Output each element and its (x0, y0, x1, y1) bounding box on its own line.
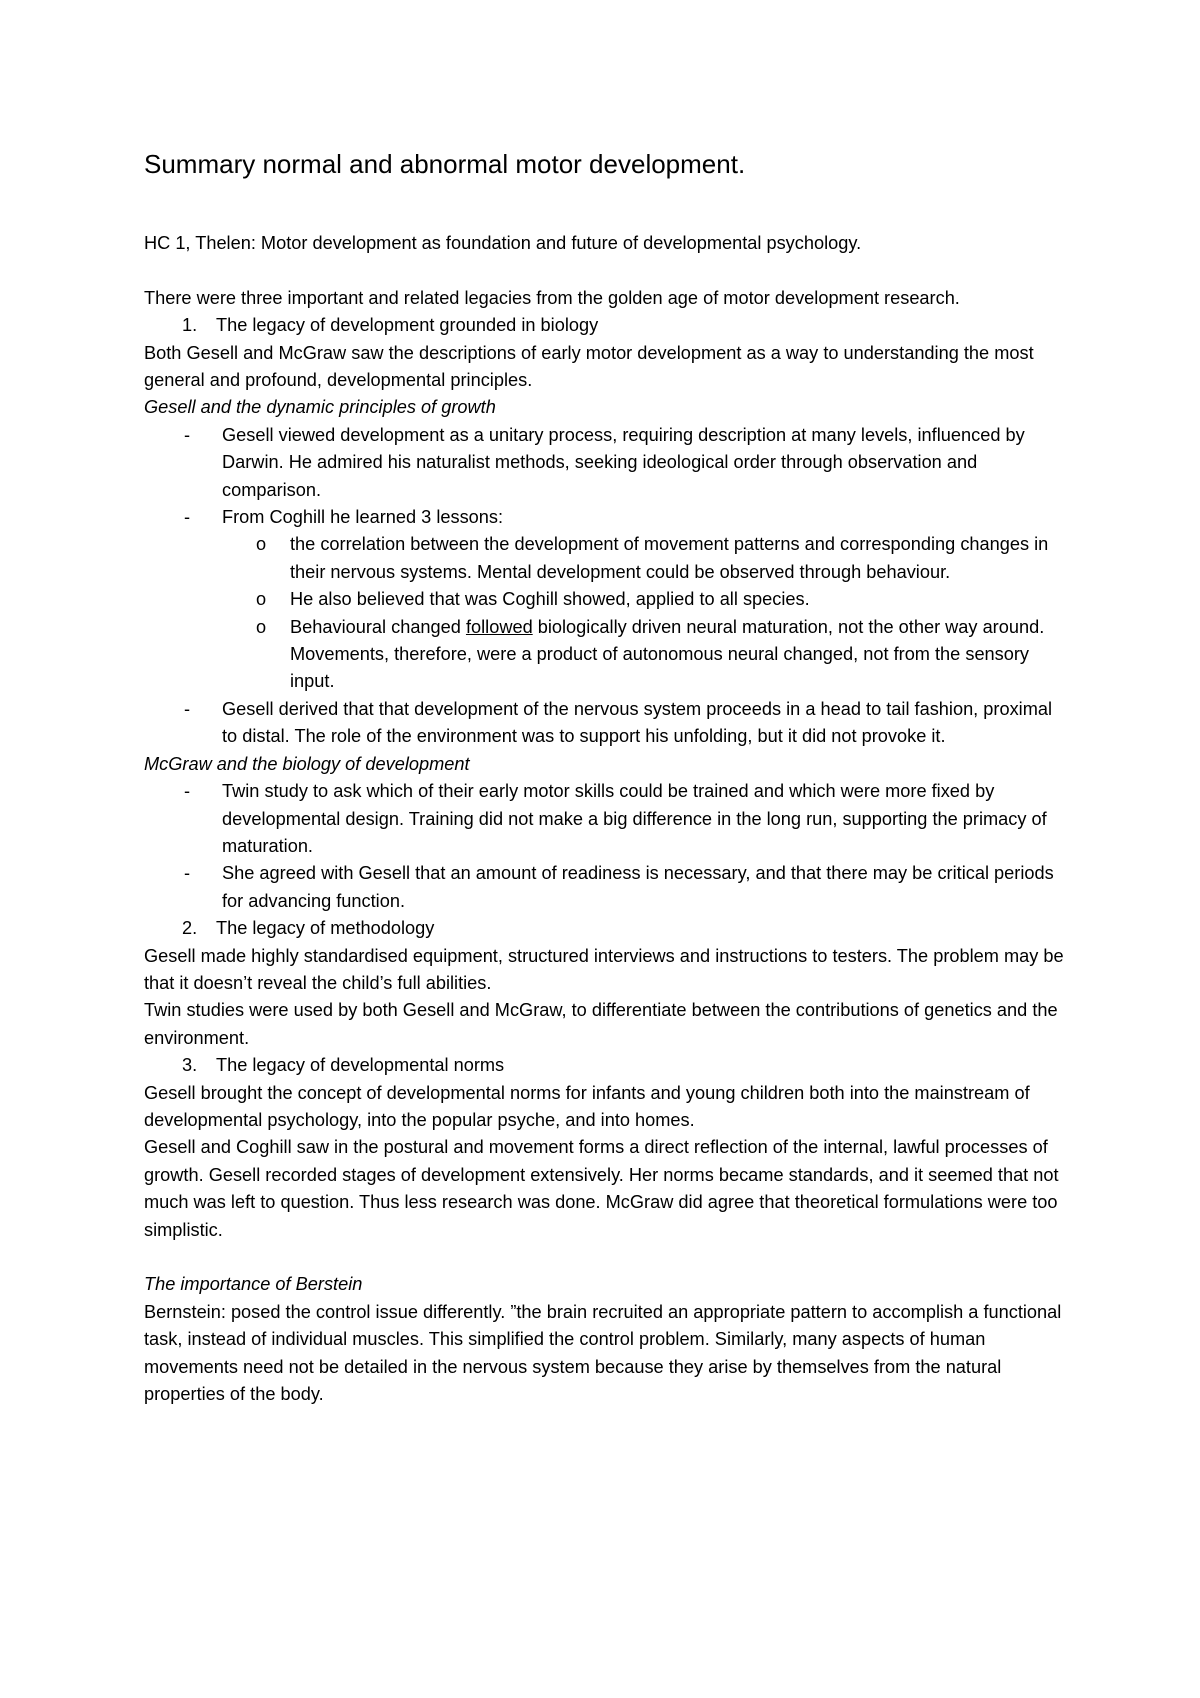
sub-bullet-item (144, 586, 1064, 613)
blank-line (144, 257, 1064, 284)
section-subheading: McGraw and the biology of development (144, 753, 470, 774)
document-title: Summary normal and abnormal motor development. (144, 149, 746, 179)
numbered-item-1 (144, 312, 1064, 339)
paragraph: Twin studies were used by both Gesell and McGraw, to differentiate between the contributions of genetics and the environment. (144, 1000, 1058, 1048)
list-number: 3. (182, 1055, 198, 1076)
bullet-item (144, 778, 1064, 860)
intro-paragraph: There were three important and related legacies from the golden age of motor development research. (144, 287, 960, 308)
circle-bullet: o (256, 589, 267, 610)
paragraph: Gesell brought the concept of developmental norms for infants and young children both into the mainstream of developmental psychology, into the popular psyche, and into homes. (144, 1082, 1030, 1130)
section-subheading: The importance of Berstein (144, 1274, 363, 1295)
dash-bullet: - (184, 424, 191, 445)
bullet-text: Twin study to ask which of their early motor skills could be trained and which were more fixed by developmental design. Training did not make a big difference in the long run, supporting the primacy of maturation. (222, 781, 1047, 856)
bullet-text: She agreed with Gesell that an amount of readiness is necessary, and that there may be critical periods for advancing function. (222, 863, 1054, 911)
paragraph: Both Gesell and McGraw saw the descriptions of early motor development as a way to understanding the most general and profound, developmental principles. (144, 342, 1034, 391)
text-run: biologically driven neural maturation, not the other way around. Movements, therefore, were a product of autonomous neural changed, not from the sensory input. (290, 616, 1045, 692)
paragraph: Gesell and Coghill saw in the postural and movement forms a direct reflection of the internal, lawful processes of growth. Gesell recorded stages of development extensively. Her norms became standards, and it seemed that not much was left to question. Thus less research was done. McGraw did agree that theoretical formulations were too simplistic. (144, 1137, 1059, 1240)
sub-bullet-text: the correlation between the development of movement patterns and corresponding changes in their nervous systems. Mental development could be observed through behaviour. (290, 534, 1049, 582)
dash-bullet: - (184, 507, 191, 528)
list-item-text: The legacy of development grounded in biology (216, 315, 599, 336)
bullet-item (144, 422, 1064, 504)
lecture-heading: HC 1, Thelen: Motor development as foundation and future of developmental psychology. (144, 233, 862, 253)
list-number: 2. (182, 918, 198, 939)
underlined-word: followed (465, 616, 533, 637)
dash-bullet: - (184, 781, 191, 802)
paragraph: Bernstein: posed the control issue differently. ”the brain recruited an appropriate pattern to accomplish a functional task, instead of individual muscles. This simplified the control problem. Similarly, many aspects of human movements need not be detailed in the nervous system because they arise by themselves from the natural properties of the body. (144, 1301, 1062, 1405)
blank-line (144, 1244, 1064, 1271)
sub-bullet-text (290, 614, 1064, 696)
bullet-item (144, 504, 1064, 531)
document-body (144, 230, 1064, 1408)
circle-bullet: o (256, 534, 267, 555)
numbered-item-2 (144, 915, 1064, 942)
circle-bullet: o (256, 616, 267, 637)
bullet-item (144, 860, 1064, 915)
list-number: 1. (182, 315, 198, 336)
bullet-text: Gesell derived that that development of the nervous system proceeds in a head to tail fashion, proximal to distal. The role of the environment was to support his unfolding, but it did not provoke it. (222, 698, 1053, 747)
sub-bullet-item (144, 614, 1064, 696)
paragraph: Gesell made highly standardised equipment, structured interviews and instructions to testers. The problem may be that it doesn’t reveal the child’s full abilities. (144, 945, 1064, 993)
bullet-text: Gesell viewed development as a unitary process, requiring description at many levels, influenced by Darwin. He admired his naturalist methods, seeking ideological order through observation and comparison. (222, 424, 1025, 500)
bullet-text: From Coghill he learned 3 lessons: (222, 507, 504, 528)
bullet-item (144, 696, 1064, 751)
section-subheading: Gesell and the dynamic principles of growth (144, 397, 496, 418)
numbered-item-3 (144, 1052, 1064, 1079)
text-run: Behavioural changed (290, 616, 466, 637)
sub-bullet-item (144, 531, 1064, 586)
sub-bullet-text: He also believed that was Coghill showed, applied to all species. (290, 589, 810, 610)
dash-bullet: - (184, 698, 191, 719)
list-item-text: The legacy of developmental norms (216, 1055, 505, 1076)
dash-bullet: - (184, 863, 191, 884)
list-item-text: The legacy of methodology (216, 918, 435, 939)
